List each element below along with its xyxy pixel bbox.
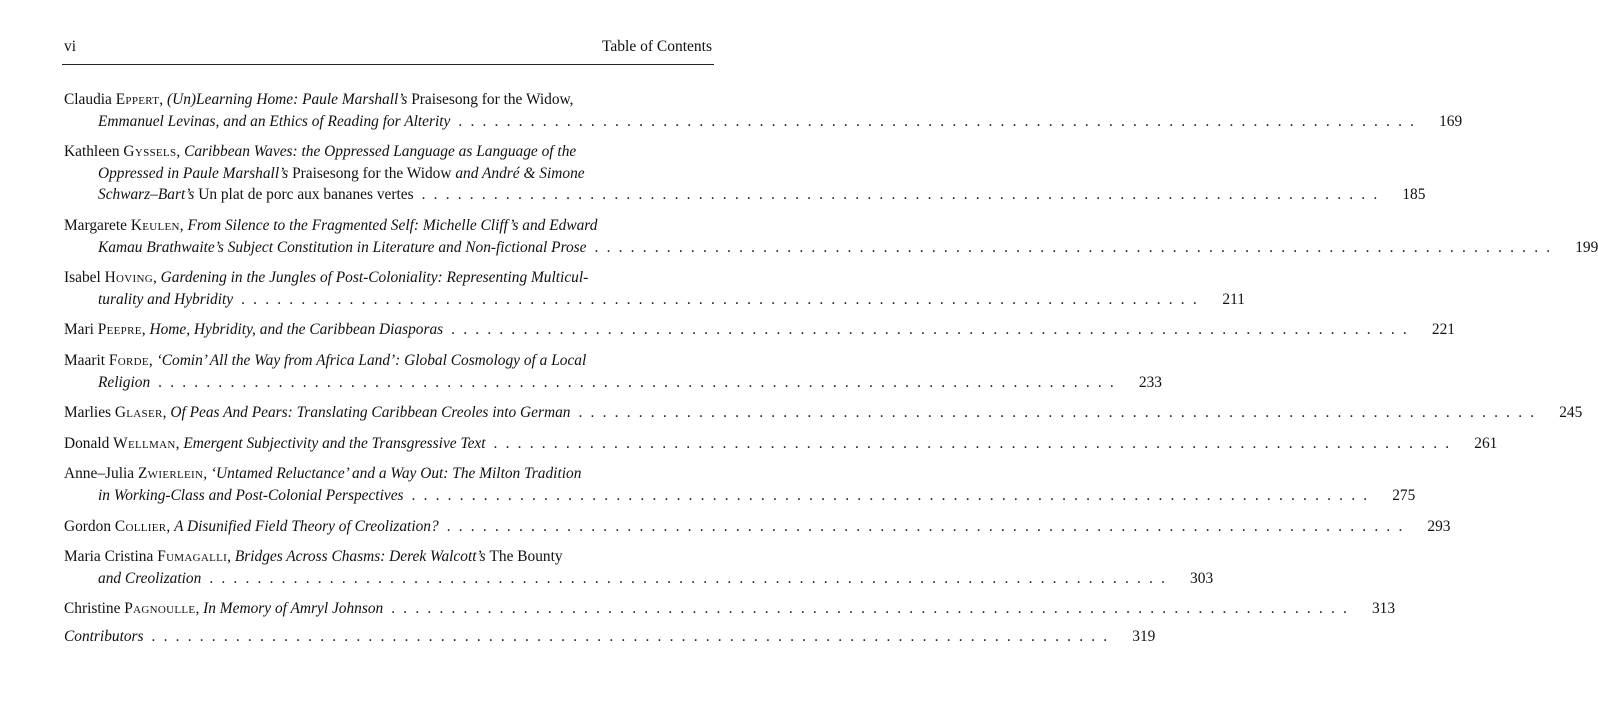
entry-title: A Disunified Field Theory of Creolization? [174, 517, 439, 535]
entry-title: Emergent Subjectivity and the Transgressive Text [183, 434, 486, 452]
dot-leader: ................................................................................ [458, 112, 1423, 130]
entry-title: and André & Simone [451, 164, 585, 182]
toc-entry-line [64, 111, 1463, 133]
entry-title: Gardening in the Jungles of Post-Coloniality: Representing Multicul- [160, 269, 589, 287]
page-ref: 245 [1559, 404, 1583, 422]
toc-entry-line: Margarete Keulen, From Silence to the Fragmented Self: Michelle Cliff’s and Edward [64, 216, 598, 234]
author-first-name: Gordon [64, 517, 112, 535]
toc-entry-glaser [64, 402, 1583, 424]
author-last-name: Glaser [114, 404, 163, 422]
toc-entry-zwierlein [64, 463, 1416, 506]
author-first-name: Kathleen [64, 143, 120, 161]
author-first-name: Anne–Julia [64, 465, 135, 483]
toc-entry-contributors [64, 626, 1156, 648]
author-last-name: Keulen [130, 216, 180, 234]
entry-title: Kamau Brathwaite’s Subject Constitution in Literature and Non-fictional Prose [98, 238, 587, 256]
author-last-name: Collier [114, 517, 167, 535]
toc-entry-line [64, 289, 1245, 311]
entry-title: Oppressed in Paule Marshall’s [98, 164, 293, 182]
toc-entry-line [64, 184, 1426, 206]
author-last-name: Pagnoulle [124, 600, 196, 618]
page-ref: 211 [1222, 290, 1245, 308]
toc-entry-pagnoulle [64, 598, 1396, 620]
author-last-name: Zwierlein [137, 465, 204, 483]
toc-entry-line: Donald Wellman, Emergent Subjectivity and the Transgressive Text ................................................................................ 261 [64, 433, 712, 455]
toc-entry-eppert [64, 89, 1463, 132]
entry-title: ‘Comin’ All the Way from Africa Land’: Global Cosmology of a Local [156, 351, 587, 369]
entry-title: From Silence to the Fragmented Self: Michelle Cliff’s and Edward [187, 216, 598, 234]
author-last-name: Gyssels [123, 143, 177, 161]
dot-leader: ................................................................................ [594, 238, 1559, 256]
dot-leader: ................................................................................ [209, 569, 1174, 587]
author-first-name: Margarete [64, 216, 127, 234]
toc-entry-wellman [64, 433, 1498, 455]
entry-title: Schwarz–Bart’s [98, 186, 199, 204]
entry-title: and Creolization [98, 569, 202, 587]
toc-entry-line [64, 485, 1416, 507]
contributors-label: Contributors [64, 627, 144, 645]
toc-entry-line: Christine Pagnoulle, In Memory of Amryl Johnson ................................................................................ 313 [64, 598, 712, 620]
toc-entry-fumagalli [64, 546, 1214, 589]
toc-entry-line: Gordon Collier, A Disunified Field Theory of Creolization? ................................................................................ 293 [64, 516, 712, 538]
dot-leader: ................................................................................ [493, 434, 1458, 452]
entry-title: ‘Untamed Reluctance’ and a Way Out: The Milton Tradition [210, 465, 582, 483]
author-last-name: Fumagalli [157, 548, 228, 566]
toc-entry-line: Mari Peepre, Home, Hybridity, and the Caribbean Diasporas ................................................................................ 221 [64, 319, 712, 341]
author-last-name: Peepre [97, 321, 142, 339]
entry-title-roman: Praisesong for the Widow, [411, 91, 574, 108]
toc-entry-line [64, 568, 1214, 590]
page-number: vi [64, 38, 77, 55]
toc-entry-line: Anne–Julia Zwierlein, ‘Untamed Reluctance’ and a Way Out: The Milton Tradition [64, 465, 582, 483]
toc-entry-line: Marlies Glaser, Of Peas And Pears: Translating Caribbean Creoles into German ................................................................................ 245 [64, 402, 712, 424]
author-first-name: Christine [64, 600, 121, 618]
toc-entry-line: Maarit Forde, ‘Comin’ All the Way from Africa Land’: Global Cosmology of a Local [64, 351, 587, 369]
entry-title-roman: The Bounty [489, 548, 563, 566]
author-first-name: Mari [64, 321, 94, 339]
page-ref: 185 [1402, 186, 1426, 204]
toc-entry-collier [64, 516, 1451, 538]
author-last-name: Wellman [113, 434, 176, 452]
table-of-contents [64, 89, 1598, 645]
toc-entry-line [64, 163, 712, 185]
author-last-name: Forde [108, 351, 149, 369]
toc-entry-line: Claudia Eppert, (Un)Learning Home: Paule Marshall’s Praisesong for the Widow, [64, 91, 574, 108]
toc-entry-forde [64, 350, 1162, 393]
page-ref: 233 [1138, 373, 1162, 391]
toc-entry-line [64, 626, 1156, 648]
entry-title: Caribbean Waves: the Oppressed Language as Language of the [184, 143, 577, 161]
dot-leader: ................................................................................ [241, 290, 1205, 308]
dot-leader: ................................................................................ [151, 627, 1116, 645]
running-title: Table of Contents [602, 38, 712, 55]
entry-title: In Memory of Amryl Johnson [203, 600, 384, 618]
dot-leader: ................................................................................ [421, 186, 1386, 204]
page-ref: 319 [1132, 627, 1156, 645]
page-ref: 313 [1371, 600, 1396, 618]
page-ref: 199 [1575, 238, 1598, 256]
entry-title-roman: Un plat de porc aux bananes vertes [198, 186, 414, 204]
page-ref: 221 [1431, 321, 1455, 339]
author-first-name: Marlies [64, 404, 112, 422]
entry-title: Home, Hybridity, and the Caribbean Diasporas [149, 321, 444, 339]
toc-entry-line [64, 372, 1162, 394]
page-ref: 169 [1439, 112, 1463, 130]
author-last-name: Hoving [104, 269, 153, 287]
header-rule [62, 64, 714, 65]
toc-entry-keulen [64, 215, 1598, 258]
dot-leader: ................................................................................ [391, 600, 1356, 618]
dot-leader: ................................................................................ [578, 404, 1543, 422]
toc-entry-gyssels [64, 141, 1426, 206]
toc-entry-line: Kathleen Gyssels, Caribbean Waves: the Oppressed Language as Language of the [64, 143, 577, 161]
running-header [64, 38, 712, 60]
page-ref: 293 [1427, 517, 1451, 535]
author-first-name: Isabel [64, 269, 101, 287]
entry-title: Bridges Across Chasms: Derek Walcott’s [234, 548, 490, 566]
entry-title: Emmanuel Levinas, and an Ethics of Reading for Alterity [98, 112, 451, 130]
entry-title: (Un)Learning Home: Paule Marshall’s [167, 91, 412, 108]
dot-leader: ................................................................................ [411, 486, 1376, 504]
entry-title: in Working-Class and Post-Colonial Perspectives [98, 486, 404, 504]
dot-leader: ................................................................................ [451, 321, 1415, 339]
toc-entry-line: Isabel Hoving, Gardening in the Jungles of Post-Coloniality: Representing Multicul- [64, 269, 589, 287]
author-first-name: Maarit [64, 351, 106, 369]
toc-entry-line [64, 237, 1598, 259]
entry-title-roman: Praisesong for the Widow [292, 164, 452, 182]
toc-entry-hoving [64, 267, 1245, 310]
toc-entry-peepre [64, 319, 1455, 341]
dot-leader: ................................................................................ [158, 373, 1122, 391]
author-first-name: Maria Cristina [64, 548, 154, 566]
author-last-name: Eppert [115, 91, 160, 108]
entry-title: turality and Hybridity [98, 290, 234, 308]
page-ref: 261 [1474, 434, 1498, 452]
author-first-name: Donald [64, 434, 110, 452]
page-ref: 275 [1392, 486, 1416, 504]
toc-entry-line: Maria Cristina Fumagalli, Bridges Across Chasms: Derek Walcott’s The Bounty [64, 548, 563, 566]
author-first-name: Claudia [64, 91, 112, 108]
page-ref: 303 [1190, 569, 1214, 587]
entry-title: Of Peas And Pears: Translating Caribbean Creoles into German [170, 404, 571, 422]
entry-title: Religion [98, 373, 151, 391]
dot-leader: ................................................................................ [446, 517, 1411, 535]
